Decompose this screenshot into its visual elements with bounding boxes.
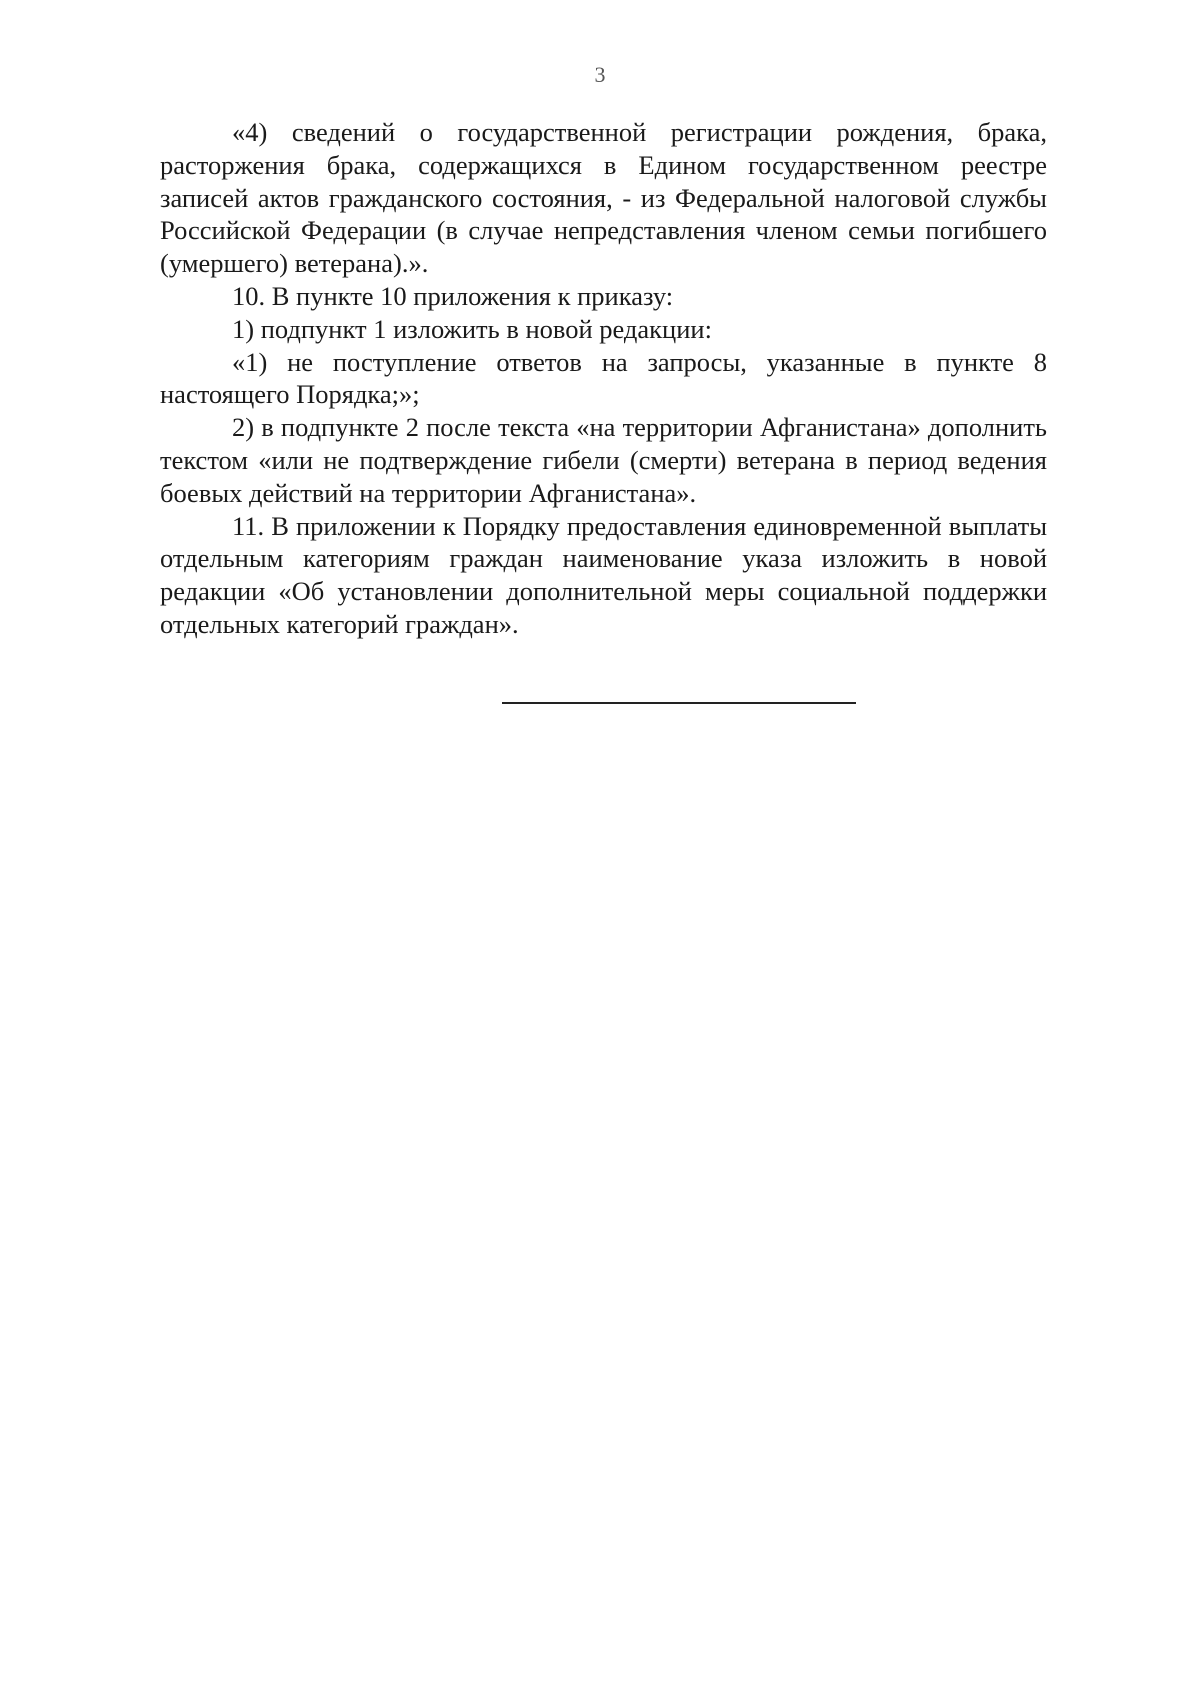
paragraph-point-10: 10. В пункте 10 приложения к приказу:: [232, 280, 674, 311]
paragraph-point-11: 11. В приложении к Порядку предоставления единовременной выплаты отдельным категориям граждан наименование указа изложить в новой редакции «Об установлении дополнительной меры социальной поддержки отдельных категорий граждан».: [160, 510, 1047, 639]
paragraph-subpoint-2: 2) в подпункте 2 после текста «на территории Афганистана» дополнить текстом «или не подтверждение гибели (смерти) ветерана в период ведения боевых действий на территории Афганистана».: [160, 412, 1047, 508]
page-number: 3: [594, 62, 606, 87]
paragraph-subpoint-1-new-text: «1) не поступление ответов на запросы, указанные в пункте 8 настоящего Порядка;»;: [160, 346, 1047, 410]
document-body: [160, 116, 1047, 641]
end-of-document-rule: [502, 702, 856, 704]
paragraph-subpoint-1: 1) подпункт 1 изложить в новой редакции:: [232, 313, 712, 344]
paragraph-item-4-continuation: «4) сведений о государственной регистрации рождения, брака, расторжения брака, содержащихся в Едином государственном реестре записей актов гражданского состояния, - из Федеральной налоговой службы Российской Федерации (в случае непредставления членом семьи погибшего (умершего) ветерана).».: [160, 117, 1047, 279]
